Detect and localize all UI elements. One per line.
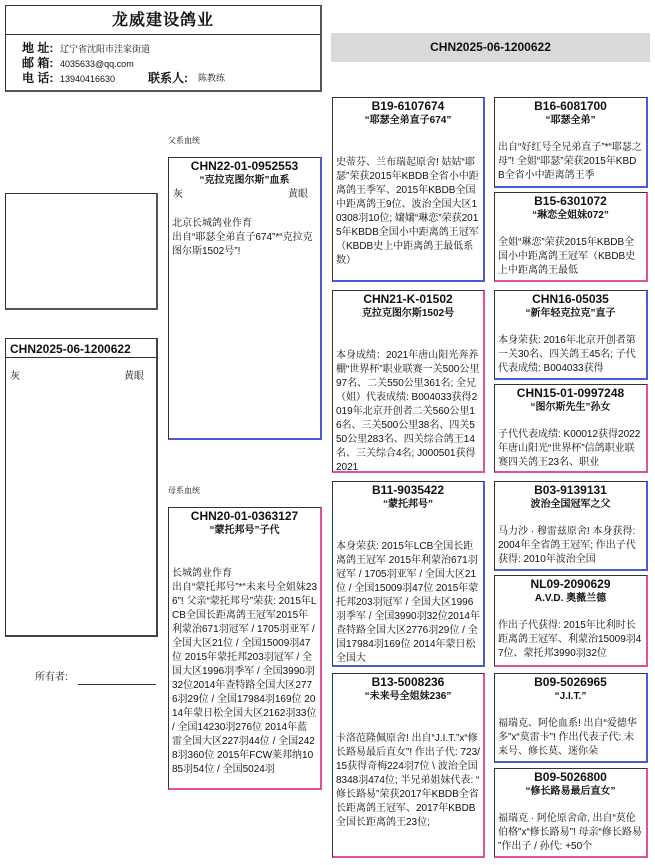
dam-ring-number: CHN20-01-0363127 bbox=[190, 509, 299, 523]
pedigree-card-ggp-2 bbox=[494, 192, 648, 282]
pedigree-card-sire-dam bbox=[332, 290, 485, 473]
pigeon-name: “琳恋全姐妹072” bbox=[532, 210, 609, 221]
ring-number: B03-9139131 bbox=[534, 483, 607, 497]
pigeon-name: 克拉克图尔斯1502号 bbox=[361, 308, 455, 319]
ring-number: B09-5026965 bbox=[534, 675, 607, 689]
ring-number: CHN15-01-0997248 bbox=[516, 386, 625, 400]
owner-signature-line bbox=[78, 684, 156, 685]
pedigree-notes: 作出子代获得: 2015年比利时长距离鸽王冠军、利蒙治15009羽47位、蒙托邦3990羽32位 bbox=[498, 620, 642, 659]
sire-name: “克拉克图尔斯”血系 bbox=[199, 175, 290, 186]
pedigree-notes: 本身荣获: 2016年北京开创者第一关30名、四关鸽王45名; 子代代表成绩: B004033获得 bbox=[498, 335, 636, 374]
pedigree-notes: 本身荣获: 2015年LCB全国长距离鸽王冠军 2015年利蒙治671羽冠军 / 1705羽亚军 / 全国大区21位 / 全国15009羽47位 2015年蒙托邦203羽冠军 / 全国大区1996羽季军 / 全国3990羽32位2014年查特路全国大区2776羽29位 / 全国17984羽169位 2014年蒙日松全国大 bbox=[336, 541, 480, 664]
loft-info-panel bbox=[5, 5, 322, 92]
sire-notes: 北京长城鸽业作育 出自“耶瑟全弟直子674”*“克拉克图尔斯1502号”! bbox=[172, 218, 313, 257]
pigeon-name: “未来号全姐妹236” bbox=[364, 691, 452, 702]
email-row bbox=[22, 56, 134, 70]
pedigree-card-sire-sire bbox=[332, 97, 485, 282]
loft-name: 龙威建设鸽业 bbox=[6, 6, 320, 35]
ring-number: CHN21-K-01502 bbox=[363, 292, 453, 306]
ring-number: B19-6107674 bbox=[371, 99, 445, 113]
sire-color: 灰 bbox=[173, 189, 183, 200]
sire-line-label: 父系血统 bbox=[168, 136, 200, 145]
dam-notes: 长城鸽业作育 出自“蒙托邦号”*“未来号全姐妹236”! 父亲“蒙托邦号”荣获: 2015年LCB全国长距离鸽王冠军2015年利蒙治671羽冠军 / 1705羽亚军 / 全国大区21位 / 全国15009羽47位 2015年蒙托邦203羽冠军 / 全国大区1996羽季军 / 全国3990羽32位2014年查特路全国大区2776羽29位 / 全国17984羽169位 2014年蒙日松全国大区2162羽33位 / 全国14230羽276位 2014年蓝雷全国大区227羽44位 / 全国2428羽360位 2015年FCW莱邦纳1085羽54位 / 全国5024羽 bbox=[172, 568, 318, 775]
subject-ring-number: CHN2025-06-1200622 bbox=[6, 339, 156, 358]
pigeon-name: A.V.D. 奥薇兰德 bbox=[534, 593, 607, 604]
pigeon-name: “耶瑟全弟直子674” bbox=[364, 115, 452, 126]
pigeon-name: “耶瑟全弟” bbox=[545, 115, 596, 126]
pedigree-card-sire bbox=[168, 157, 322, 440]
pigeon-name: “图尔斯先生”孙女 bbox=[530, 402, 611, 413]
pigeon-name: 波治全国冠军之父 bbox=[530, 499, 611, 510]
pigeon-name: “J.I.T.” bbox=[554, 691, 587, 702]
pigeon-photo-placeholder bbox=[5, 193, 158, 310]
phone-row bbox=[22, 71, 312, 85]
ring-number: B11-9035422 bbox=[371, 483, 445, 497]
sire-ring-number: CHN22-01-0952553 bbox=[190, 159, 299, 173]
contact-label: 联系人: bbox=[148, 71, 188, 85]
pedigree-card-ggp-6 bbox=[494, 575, 648, 667]
pigeon-name: “修长路易最后直女” bbox=[525, 786, 616, 797]
pedigree-card-ggp-5 bbox=[494, 481, 648, 571]
sire-color-eye-row bbox=[169, 188, 320, 202]
phone-value: 13940416630 bbox=[60, 74, 116, 84]
email-label: 邮 箱: bbox=[22, 56, 54, 70]
pedigree-notes: 全姐“琳恋”荣获2015年KBDB全国小中距离鸽王冠军（KBDB史上中距离鸽王最低 bbox=[498, 237, 636, 276]
sire-eye: 黄眼 bbox=[288, 189, 308, 200]
pedigree-notes: 子代代表成绩: K00012获得2022年唐山阳光“世界杯”信鸽职业联赛四关鸽王23名、职业 bbox=[498, 429, 641, 468]
pedigree-notes: 福瑞克 · 阿伦原舍命, 出自“莫伦伯格”x“修长路易”! 母亲“修长路易”作出子 / 孙代: +50个 bbox=[498, 813, 642, 852]
pedigree-card-ggp-7 bbox=[494, 673, 648, 763]
pedigree-notes: 本身成绩：2021年唐山阳光奔养棚“世界杯”职业联赛一关500公里97名、二关550公里361名; 全兄（姐）代表成绩: B004033获得2019年北京开创者二关560公里16名、三关500公里38名、四关550公里283名、四关综合鸽王14名、三关综合4名; J000501获得2021 bbox=[336, 350, 480, 473]
pedigree-card-dam-sire bbox=[332, 481, 485, 667]
ring-number: B16-6081700 bbox=[534, 99, 607, 113]
subject-color: 灰 bbox=[10, 371, 20, 382]
dam-line-label: 母系血统 bbox=[168, 486, 200, 495]
pedigree-notes: 卡洛范隆佩原舍! 出自“J.I.T.”x“修长路易最后直女”! 作出子代: 723/15获得奇梅224羽7位 \ 波治全国8348羽474位; 半兄弟姐妹代表: “修长路易”荣获2017年KBDB全省长距离鸽王冠军、2017年KBDB 全国长距离鸽王23位; bbox=[336, 733, 480, 828]
pedigree-card-ggp-3 bbox=[494, 290, 648, 380]
address-row bbox=[22, 41, 150, 55]
pedigree-card-dam-dam bbox=[332, 673, 485, 858]
address-value: 辽宁省沈阳市洼家街道 bbox=[60, 44, 151, 54]
address-label: 地 址: bbox=[22, 41, 54, 55]
ring-number: B13-5008236 bbox=[371, 675, 445, 689]
subject-eye: 黄眼 bbox=[124, 371, 144, 382]
pigeon-name: “蒙托邦号” bbox=[383, 499, 433, 510]
ring-number: NL09-2090629 bbox=[530, 577, 611, 591]
ring-number: CHN16-05035 bbox=[532, 292, 609, 306]
pedigree-card-ggp-4 bbox=[494, 384, 648, 473]
pedigree-notes: 出自“好红号全兄弟直子”*“耶瑟之母”! 全姐“耶瑟”荣获2015年KBDB全省小中距离鸽王季 bbox=[498, 142, 642, 181]
owner-label: 所有者: bbox=[35, 672, 68, 683]
pedigree-notes: 福瑞克、阿伦血系! 出自“爱德华多”x“莫雷卡”! 作出代表子代: 未来号、修长莫、迷你朵 bbox=[498, 718, 637, 757]
phone-label: 电 话: bbox=[22, 71, 54, 85]
pedigree-card-ggp-1 bbox=[494, 97, 648, 188]
pedigree-card-dam bbox=[168, 507, 322, 790]
email-value: 4035633@qq.com bbox=[60, 59, 134, 69]
pedigree-notes: 史蒂芬、兰布瑞起原舍! 姑姑“耶瑟”荣获2015年KBDB全省小中距离鸽王季军、2015年KBDB全国中距离鸽王9位、波治全国大区10308羽10位; 嬢嬢“琳恋”荣获2015年KBDB全国小中距离鸽王冠军（KBDB史上中距离鸽王最低系数） bbox=[336, 157, 479, 266]
ring-number: B15-6301072 bbox=[534, 194, 607, 208]
banner-ring-number: CHN2025-06-1200622 bbox=[331, 33, 650, 62]
pedigree-notes: 马力沙 · 穆雷兹原舍! 本身获得: 2004年全省鸽王冠军; 作出子代获得: 2010年波治全国 bbox=[498, 526, 636, 565]
subject-color-eye-row bbox=[6, 370, 156, 384]
ring-number: B09-5026800 bbox=[534, 770, 607, 784]
pedigree-card-ggp-8 bbox=[494, 768, 648, 858]
contact-value: 陈教练 bbox=[198, 73, 226, 83]
pigeon-name: “新年轻克拉克”直子 bbox=[525, 308, 616, 319]
dam-name: “蒙托邦号”子代 bbox=[209, 525, 280, 536]
dam-color-eye-row bbox=[169, 538, 320, 552]
subject-pigeon-card bbox=[5, 338, 158, 637]
